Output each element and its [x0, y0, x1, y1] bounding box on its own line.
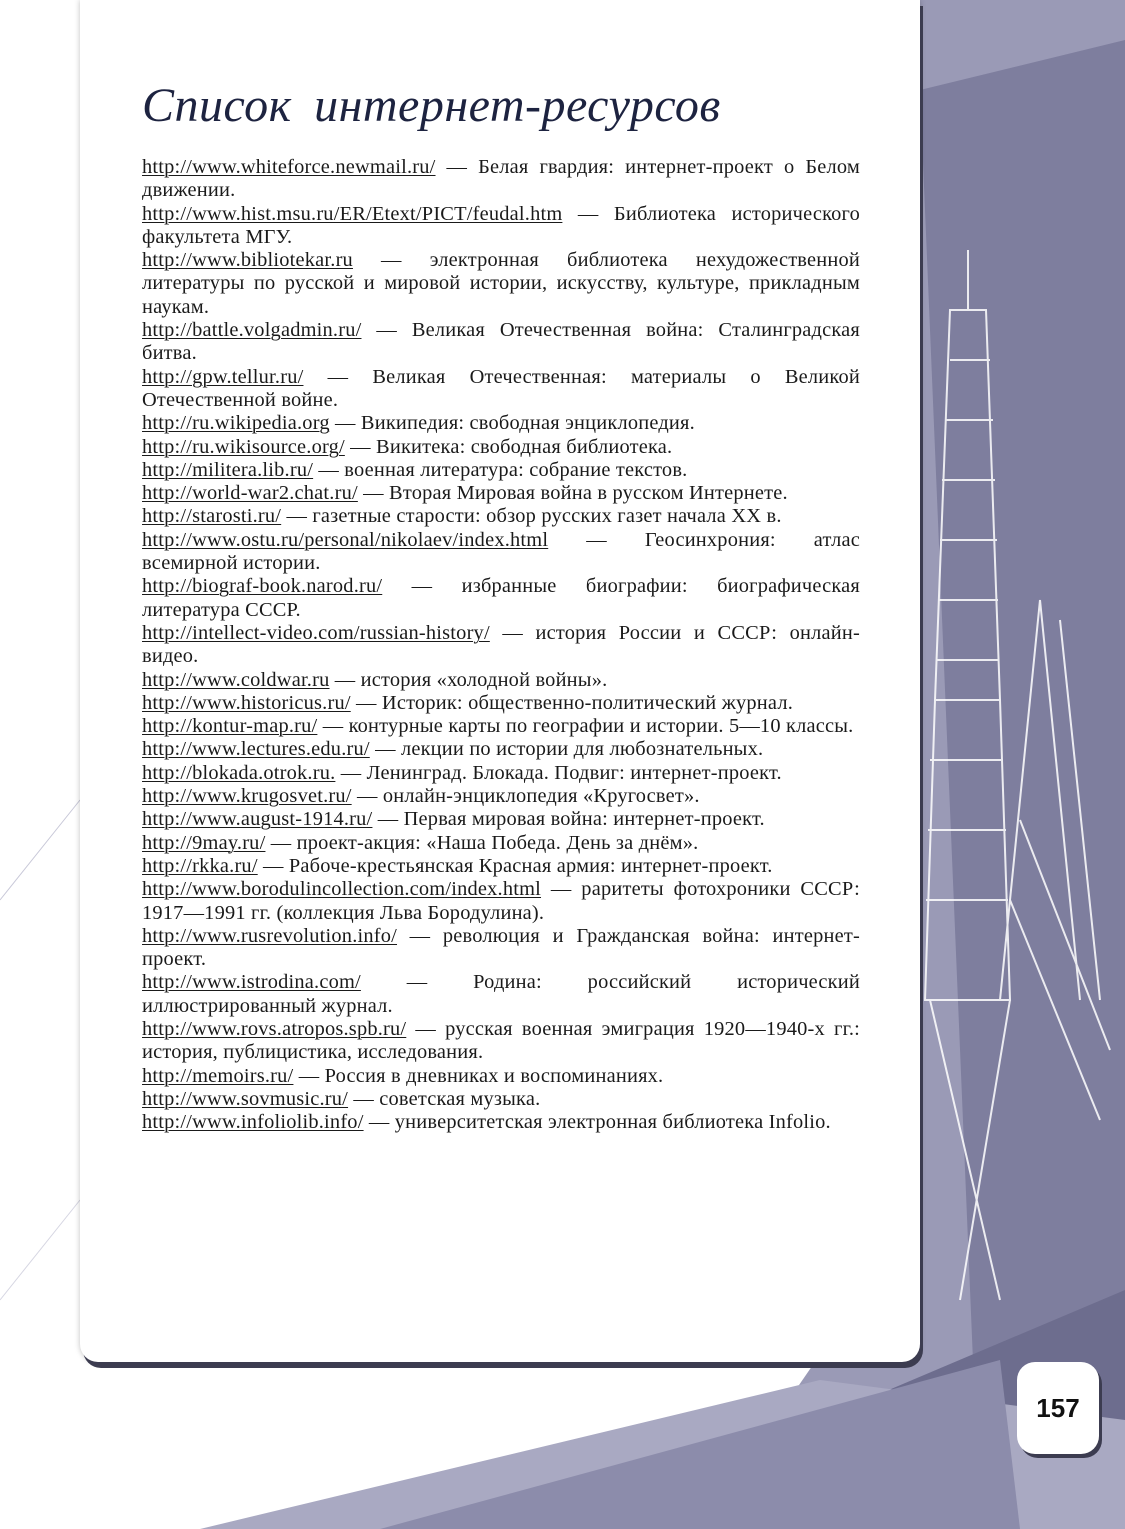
resource-link[interactable]: http://intellect-video.com/russian-history/	[142, 621, 490, 644]
resource-description: — избранные биографии: биографическая литература СССР.	[142, 575, 860, 621]
resource-link[interactable]: http://www.infoliolib.info/	[142, 1111, 364, 1134]
list-item	[142, 878, 860, 925]
list-item	[142, 1088, 860, 1111]
list-item	[142, 925, 860, 972]
resource-description: — советская музыка.	[348, 1087, 541, 1110]
list-item	[142, 715, 860, 738]
resource-link[interactable]: http://gpw.tellur.ru/	[142, 365, 304, 388]
resource-link[interactable]: http://kontur-map.ru/	[142, 715, 318, 738]
resource-link[interactable]: http://starosti.ru/	[142, 505, 282, 528]
list-item	[142, 622, 860, 669]
resource-list	[142, 156, 860, 1134]
resource-description: — революция и Гражданская война: интернет-проект.	[142, 924, 860, 971]
resource-description: — онлайн-энциклопедия «Кругосвет».	[351, 785, 700, 808]
list-item	[142, 762, 860, 785]
resource-link[interactable]: http://rkka.ru/	[142, 854, 258, 877]
resource-description: — раритеты фотохроники СССР: 1917—1991 гг. (коллекция Льва Бородулина).	[142, 878, 860, 924]
list-item	[142, 529, 860, 576]
list-item	[142, 855, 860, 878]
resource-description: — контурные карты по географии и истории. 5—10 классы.	[317, 715, 854, 738]
resource-link[interactable]: http://www.krugosvet.ru/	[142, 785, 352, 808]
list-item	[142, 412, 860, 435]
resource-link[interactable]: http://www.coldwar.ru	[142, 668, 330, 691]
list-item	[142, 575, 860, 622]
resource-link[interactable]: http://www.historicus.ru/	[142, 691, 351, 714]
list-item	[142, 366, 860, 413]
resource-description: — Вторая Мировая война в русском Интернете.	[357, 482, 788, 505]
resource-link[interactable]: http://www.lectures.edu.ru/	[142, 738, 370, 761]
list-item	[142, 203, 860, 250]
resource-link[interactable]: http://www.sovmusic.ru/	[142, 1087, 349, 1110]
resource-description: — Историк: общественно-политический журнал.	[350, 691, 793, 714]
resource-link[interactable]: http://biograf-book.narod.ru/	[142, 575, 383, 598]
list-item	[142, 692, 860, 715]
list-item	[142, 669, 860, 692]
list-item	[142, 459, 860, 482]
resource-description: — Родина: российский исторический иллюстрированный журнал.	[142, 971, 860, 1017]
resource-description: — Википедия: свободная энциклопедия.	[329, 412, 695, 435]
resource-description: — история «холодной войны».	[329, 668, 608, 691]
list-item	[142, 319, 860, 366]
resource-link[interactable]: http://ru.wikisource.org/	[142, 435, 345, 458]
list-item	[142, 482, 860, 505]
resource-description: — Великая Отечественная война: Сталинградская битва.	[142, 319, 860, 365]
list-item	[142, 832, 860, 855]
resource-description: — Великая Отечественная: материалы о Великой Отечественной войне.	[142, 365, 860, 411]
list-item	[142, 808, 860, 831]
resource-link[interactable]: http://www.august-1914.ru/	[142, 808, 373, 831]
resource-link[interactable]: http://blokada.otrok.ru.	[142, 761, 336, 784]
list-item	[142, 1111, 860, 1134]
resource-link[interactable]: http://militera.lib.ru/	[142, 458, 314, 481]
resource-description: — лекции по истории для любознательных.	[369, 738, 764, 761]
resource-description: — электронная библиотека нехудожественной литературы по русской и мировой истории, искусству, культуре, прикладным наукам.	[142, 249, 860, 318]
resource-link[interactable]: http://world-war2.chat.ru/	[142, 482, 358, 505]
resource-description: — Викитека: свободная библиотека.	[344, 435, 673, 458]
resource-description: — история России и СССР: онлайн-видео.	[142, 621, 860, 668]
resource-description: — газетные старости: обзор русских газет начала XX в.	[281, 505, 782, 528]
list-item	[142, 738, 860, 761]
resource-description: — Библиотека исторического факультета МГУ.	[142, 202, 860, 248]
resource-link[interactable]: http://battle.volgadmin.ru/	[142, 319, 362, 342]
resource-link[interactable]: http://www.ostu.ru/personal/nikolaev/index.html	[142, 528, 549, 551]
list-item	[142, 1065, 860, 1088]
resource-description: — Белая гвардия: интернет-проект о Белом движении.	[142, 156, 860, 202]
resource-description: — русская военная эмиграция 1920—1940-х гг.: история, публицистика, исследования.	[142, 1017, 860, 1064]
list-item	[142, 156, 860, 203]
list-item	[142, 1018, 860, 1065]
resource-link[interactable]: http://www.whiteforce.newmail.ru/	[142, 156, 436, 178]
list-item	[142, 505, 860, 528]
page-title: Список интернет-ресурсов	[142, 79, 721, 132]
page-number: 157	[1017, 1362, 1099, 1454]
resource-description: — Рабоче-крестьянская Красная армия: интернет-проект.	[257, 854, 773, 877]
resource-link[interactable]: http://www.istrodina.com/	[142, 971, 361, 994]
resource-description: — университетская электронная библиотека Infolio.	[363, 1111, 831, 1134]
list-item	[142, 436, 860, 459]
resource-description: — Россия в дневниках и воспоминаниях.	[293, 1064, 664, 1087]
list-item	[142, 249, 860, 319]
resource-link[interactable]: http://ru.wikipedia.org	[142, 412, 330, 435]
resource-link[interactable]: http://www.hist.msu.ru/ER/Etext/PICT/feudal.htm	[142, 202, 563, 225]
resource-description: — проект-акция: «Наша Победа. День за днём».	[265, 831, 699, 854]
list-item	[142, 785, 860, 808]
list-item	[142, 971, 860, 1018]
resource-description: — Ленинград. Блокада. Подвиг: интернет-проект.	[335, 761, 782, 784]
resource-link[interactable]: http://www.borodulincollection.com/index.html	[142, 878, 542, 901]
resource-description: — Первая мировая война: интернет-проект.	[372, 808, 765, 831]
resource-description: — военная литература: собрание текстов.	[313, 458, 688, 481]
resource-link[interactable]: http://www.rusrevolution.info/	[142, 924, 398, 947]
resource-link[interactable]: http://www.bibliotekar.ru	[142, 249, 353, 272]
resource-link[interactable]: http://memoirs.ru/	[142, 1064, 294, 1087]
resource-link[interactable]: http://www.rovs.atropos.spb.ru/	[142, 1017, 407, 1040]
resource-link[interactable]: http://9may.ru/	[142, 831, 266, 854]
resource-description: — Геосинхрония: атлас всемирной истории.	[142, 528, 860, 575]
